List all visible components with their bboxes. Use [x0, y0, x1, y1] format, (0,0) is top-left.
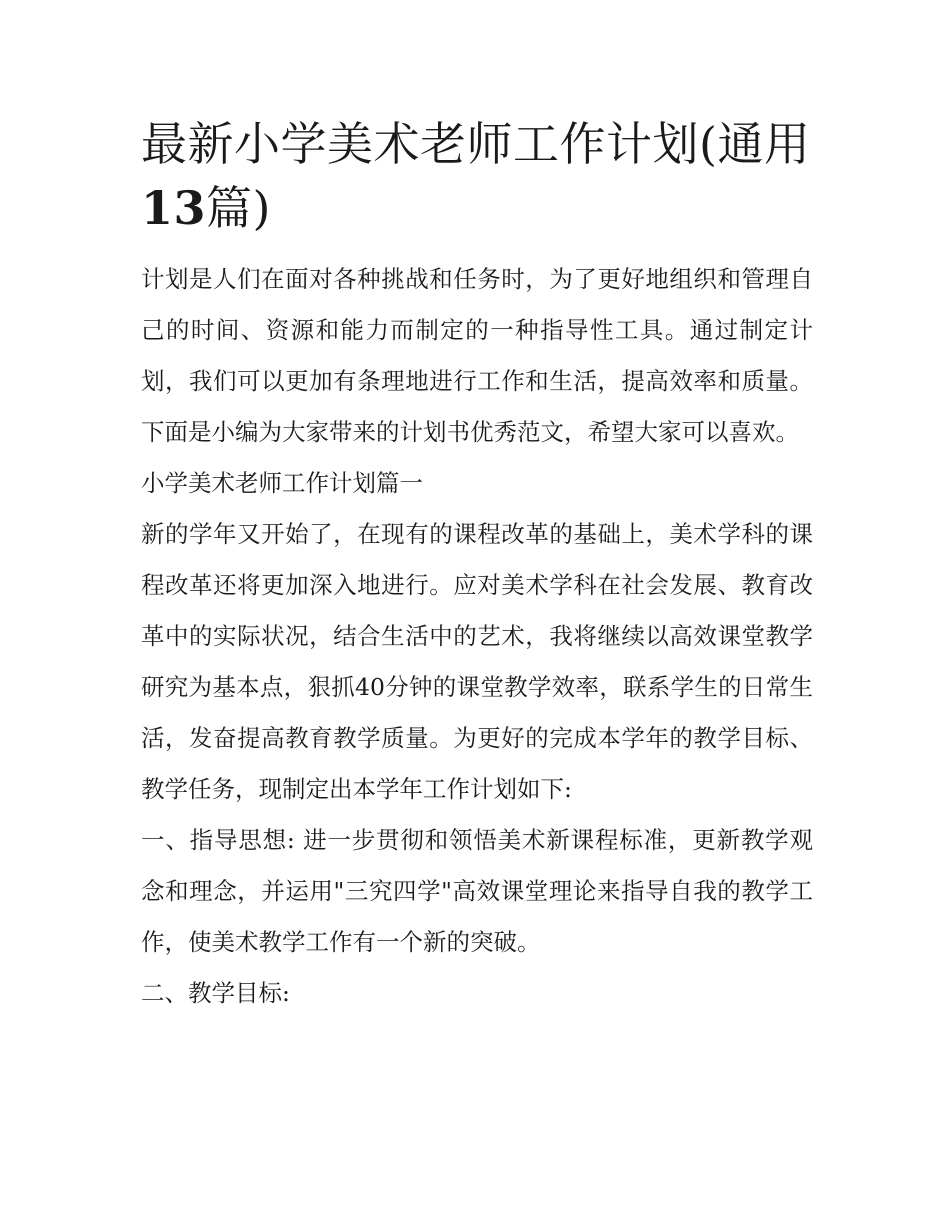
section-heading-part-one: 小学美术老师工作计划篇一: [141, 469, 423, 497]
document-page: [141, 112, 813, 1019]
body-paragraph: 新的学年又开始了，在现有的课程改革的基础上，美术学科的课程改革还将更加深入地进行。应对美术学科在社会发展、教育改革中的实际状况，结合生活中的艺术，我将继续以高效课堂教学研究为基本点，狠抓40分钟的课堂教学效率，联系学生的日常生活，发奋提高教育教学质量。为更好的完成本学年的教学目标、教学任务，现制定出本学年工作计划如下:: [141, 520, 813, 803]
document-title: 最新小学美术老师工作计划(通用13篇): [141, 117, 811, 235]
intro-paragraph: 计划是人们在面对各种挑战和任务时，为了更好地组织和管理自己的时间、资源和能力而制定的一种指导性工具。通过制定计划，我们可以更加有条理地进行工作和生活，提高效率和质量。下面是小编为大家带来的计划书优秀范文，希望大家可以喜欢。: [141, 265, 813, 446]
teaching-goals-heading: 二、教学目标:: [141, 979, 290, 1007]
guiding-ideology-paragraph: 一、指导思想: 进一步贯彻和领悟美术新课程标准，更新教学观念和理念，并运用"三究四学"高效课堂理论来指导自我的教学工作，使美术教学工作有一个新的突破。: [141, 826, 813, 956]
